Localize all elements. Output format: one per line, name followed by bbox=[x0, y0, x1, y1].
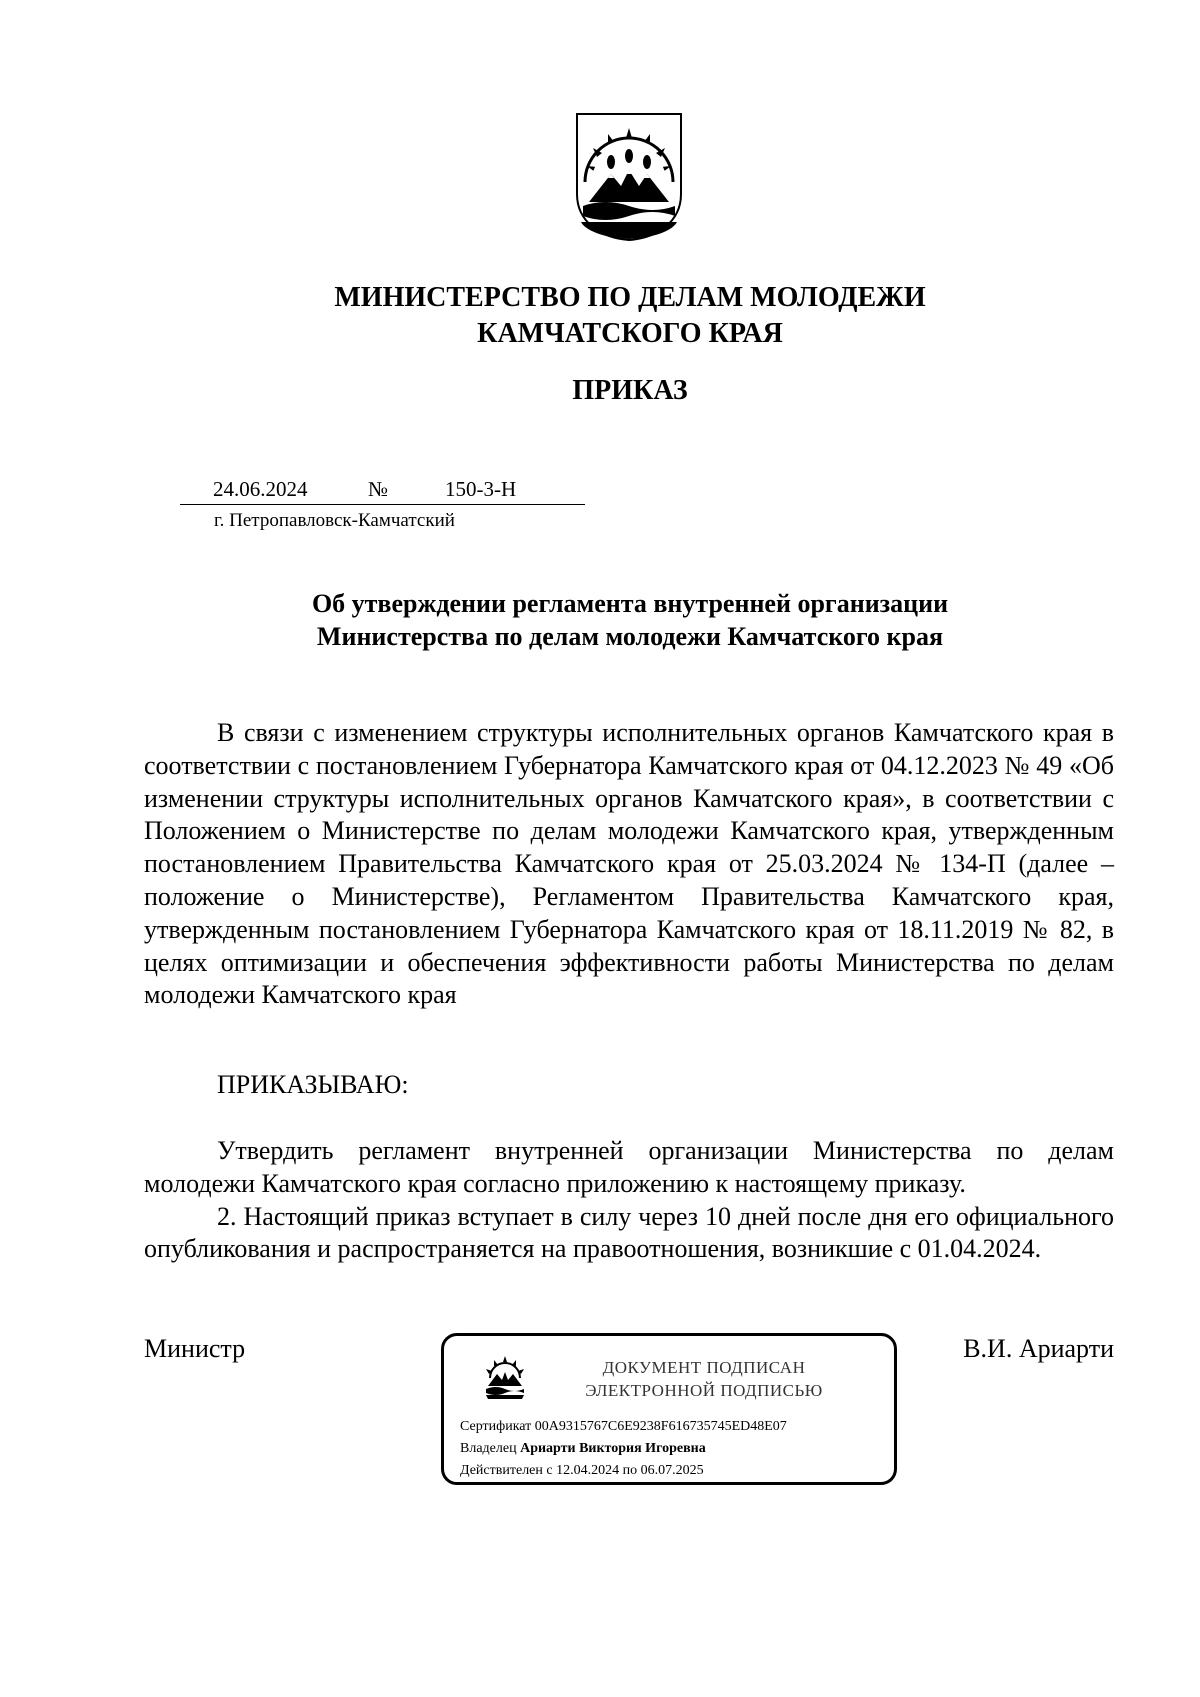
order-points bbox=[144, 1135, 1114, 1266]
stamp-title bbox=[554, 1356, 854, 1402]
subject-line-2: Министерства по делам молодежи Камчатского края bbox=[316, 622, 944, 651]
owner-value: Ариарти Виктория Игоревна bbox=[520, 1441, 706, 1456]
order-word: ПРИКАЗЫВАЮ: bbox=[217, 1070, 409, 1099]
valid-label: Действителен bbox=[460, 1463, 543, 1478]
order-point-1: Утвердить регламент внутренней организации Министерства по делам молодежи Камчатского края согласно приложению к настоящему приказу. bbox=[144, 1136, 1114, 1198]
certificate-label: Сертификат bbox=[460, 1419, 532, 1434]
signer-position: Министр bbox=[144, 1334, 246, 1363]
valid-to-label: по bbox=[622, 1463, 638, 1478]
subject-line-1: Об утверждении регламента внутренней организации bbox=[311, 589, 949, 618]
document-subject bbox=[200, 587, 1060, 653]
preamble-block bbox=[144, 717, 1114, 1012]
valid-to: 06.07.2025 bbox=[640, 1463, 704, 1478]
ministry-line-1: МИНИСТЕРСТВО ПО ДЕЛАМ МОЛОДЕЖИ bbox=[334, 282, 926, 313]
stamp-owner-line bbox=[460, 1438, 787, 1460]
stamp-validity-line bbox=[460, 1460, 787, 1482]
preamble-paragraph: В связи с изменением структуры исполнительных органов Камчатского края в соответствии с постановлением Губернатора Камчатского края от 04.12.2023 № 49 «Об изменении структуры исполнительных органов Камчатского края», в соответствии с Положением о Министерстве по делам молодежи Камчатского края, утвержденным постановлением Правительства Камчатского края от 25.03.2024 № 134-П (далее – положение о Министерстве), Регламентом Правительства Камчатского края, утвержденным постановлением Губернатора Камчатского края от 18.11.2019 № 82, в целях оптимизации и обеспечения эффективности работы Министерства по делам молодежи Камчатского края bbox=[144, 718, 1114, 1010]
electronic-signature-stamp bbox=[441, 1333, 897, 1485]
valid-from: 12.04.2024 bbox=[556, 1463, 620, 1478]
document-number: 150-3-Н bbox=[445, 477, 517, 501]
stamp-title-line-2: ЭЛЕКТРОННОЙ ПОДПИСЬЮ bbox=[585, 1381, 823, 1400]
stamp-certificate-line bbox=[460, 1416, 787, 1438]
owner-label: Владелец bbox=[460, 1441, 517, 1456]
stamp-emblem-icon bbox=[482, 1354, 528, 1400]
stamp-details bbox=[460, 1416, 787, 1482]
document-date: 24.06.2024 bbox=[213, 477, 308, 501]
number-sign: № bbox=[368, 477, 389, 501]
stamp-title-line-1: ДОКУМЕНТ ПОДПИСАН bbox=[602, 1358, 806, 1377]
ministry-line-2: КАМЧАТСКОГО КРАЯ bbox=[477, 318, 783, 349]
order-point-2: 2. Настоящий приказ вступает в силу через 10 дней после дня его официального опубликования и распространяется на правоотношения, возникшие с 01.04.2024. bbox=[144, 1201, 1114, 1264]
valid-from-label: с bbox=[546, 1463, 553, 1478]
city: г. Петропавловск-Камчатский bbox=[214, 510, 455, 531]
certificate-value: 00A9315767C6E9238F616735745ED48E07 bbox=[534, 1419, 787, 1434]
document-type: ПРИКАЗ bbox=[572, 375, 688, 406]
ministry-name bbox=[200, 280, 1060, 352]
signer-name: В.И. Ариарти bbox=[963, 1334, 1114, 1363]
coat-of-arms-icon bbox=[575, 112, 683, 242]
registration-line bbox=[180, 474, 585, 505]
